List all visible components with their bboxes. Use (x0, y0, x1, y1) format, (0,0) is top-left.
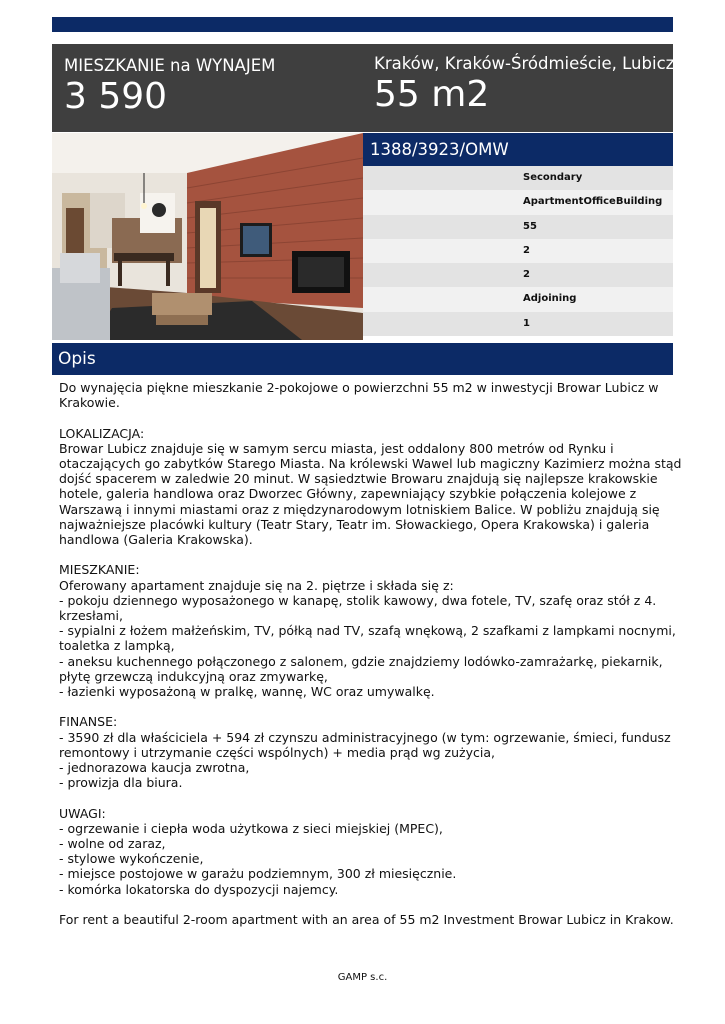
description-line: - ogrzewanie i ciepła woda użytkowa z sieci miejskiej (MPEC), (59, 820, 443, 836)
specs-table (363, 166, 673, 336)
price-block (64, 56, 275, 118)
property-specs-panel (363, 133, 673, 336)
description-line: UWAGI: (59, 805, 106, 821)
paragraph-gap (59, 410, 671, 425)
description-line: - komórka lokatorska do dyspozycji najemcy. (59, 881, 339, 897)
description-line: Krakowie. (59, 395, 120, 411)
spec-value: 2 (523, 269, 530, 281)
spec-value: 55 (523, 220, 537, 232)
description-line: For rent a beautiful 2-room apartment with an area of 55 m2 Investment Browar Lubicz in Krakow. (59, 912, 674, 928)
paragraph-gap (59, 547, 671, 562)
spec-value: Secondary (523, 172, 583, 183)
description-line: - sypialni z łożem małżeńskim, TV, półką nad TV, szafą wnękową, 2 szafkami z lampkami nocnymi, (59, 623, 676, 639)
description-title: Opis (58, 349, 96, 369)
description-line: - stylowe wykończenie, (59, 851, 204, 867)
listing-area: 55 m2 (374, 74, 490, 115)
footer-company: GAMP s.c. (337, 972, 388, 983)
description-line: - aneksu kuchennego połączonego z salonem, gdzie znajdziemy lodówko-zamrażarkę, piekarnik, (59, 653, 663, 669)
listing-header (52, 44, 673, 132)
spec-row-kitchen (363, 287, 673, 311)
listing-location: Kraków, Kraków-Śródmieście, Lubicz (374, 54, 675, 73)
spec-value: ApartmentOfficeBuilding (523, 196, 663, 208)
top-accent-bar (52, 17, 673, 32)
location-block (374, 54, 674, 116)
description-line: FINANSE: (59, 714, 118, 730)
description-line: remontowy i utrzymanie części wspólnych) + media prąd wg zużycia, (59, 744, 495, 760)
paragraph-gap (59, 790, 671, 805)
spec-row-market (363, 166, 673, 190)
paragraph-gap (59, 699, 671, 714)
description-line: toaletka z lampką, (59, 638, 175, 654)
spec-row-building-type (363, 190, 673, 214)
listing-price: 3 590 (64, 76, 168, 117)
description-line: Browar Lubicz znajduje się w samym sercu miasta, jest oddalony 800 metrów od Rynku i (59, 440, 614, 456)
description-line: - miejsce postojowe w garażu podziemnym, 300 zł miesięcznie. (59, 866, 457, 882)
description-body (59, 380, 682, 928)
description-line: - jednorazowa kaucja zwrotna, (59, 760, 250, 776)
description-line: LOKALIZACJA: (59, 425, 145, 441)
description-line: dojść spacerem w zaledwie 20 minut. W sąsiedztwie Browaru znajdują się najlepsze krakowskie (59, 471, 658, 487)
spec-row-rooms (363, 239, 673, 263)
paragraph-gap (59, 897, 671, 912)
description-line: Oferowany apartament znajduje się na 2. piętrze i składa się z: (59, 577, 454, 593)
description-line: najważniejsze placówki kultury (Teatr Stary, Teatr im. Słowackiego, Opera Krakowska) i galeria (59, 516, 650, 532)
spec-row-floor (363, 263, 673, 287)
description-line: - 3590 zł dla właściciela + 594 zł czynszu administracyjnego (w tym: ogrzewanie, śmieci, fundusz (59, 729, 671, 745)
apartment-photo (52, 133, 363, 340)
description-line: płytę grzewczą indukcyjną oraz zmywarkę, (59, 668, 328, 684)
description-line: otaczających go zabytków Starego Miasta. Na królewski Wawel lub magiczny Kazimierz można stąd (59, 456, 682, 471)
description-header (52, 343, 673, 375)
description-line: handlowa (Galeria Krakowska). (59, 532, 253, 548)
description-line: krzesłami, (59, 608, 123, 624)
listing-type: MIESZKANIE na WYNAJEM (64, 56, 276, 75)
spec-value: Adjoining (523, 293, 577, 305)
description-line: Warszawą i innymi miastami oraz z międzynarodowym lotniskiem Balice. W pobliżu znajdują się (59, 501, 660, 517)
reference-number: 1388/3923/OMW (363, 133, 673, 166)
description-line: hotele, galeria handlowa oraz Dworzec Główny, zapewniający szybkie połączenia kolejowe z (59, 486, 637, 502)
description-line: - pokoju dziennego wyposażonego w kanapę, stolik kawowy, dwa fotele, TV, szafę oraz stół z 4. (59, 592, 657, 608)
spec-value: 1 (523, 317, 530, 329)
spec-value: 2 (523, 244, 530, 256)
spec-row-bathrooms (363, 312, 673, 336)
description-line: Do wynajęcia piękne mieszkanie 2-pokojowe o powierzchni 55 m2 w inwestycji Browar Lubicz w (59, 380, 659, 395)
description-line: - wolne od zaraz, (59, 836, 166, 852)
description-line: MIESZKANIE: (59, 562, 140, 578)
description-line: - prowizja dla biura. (59, 775, 183, 791)
spec-row-area (363, 215, 673, 239)
description-line: - łazienki wyposażoną w pralkę, wannę, WC oraz umywalkę. (59, 684, 435, 700)
